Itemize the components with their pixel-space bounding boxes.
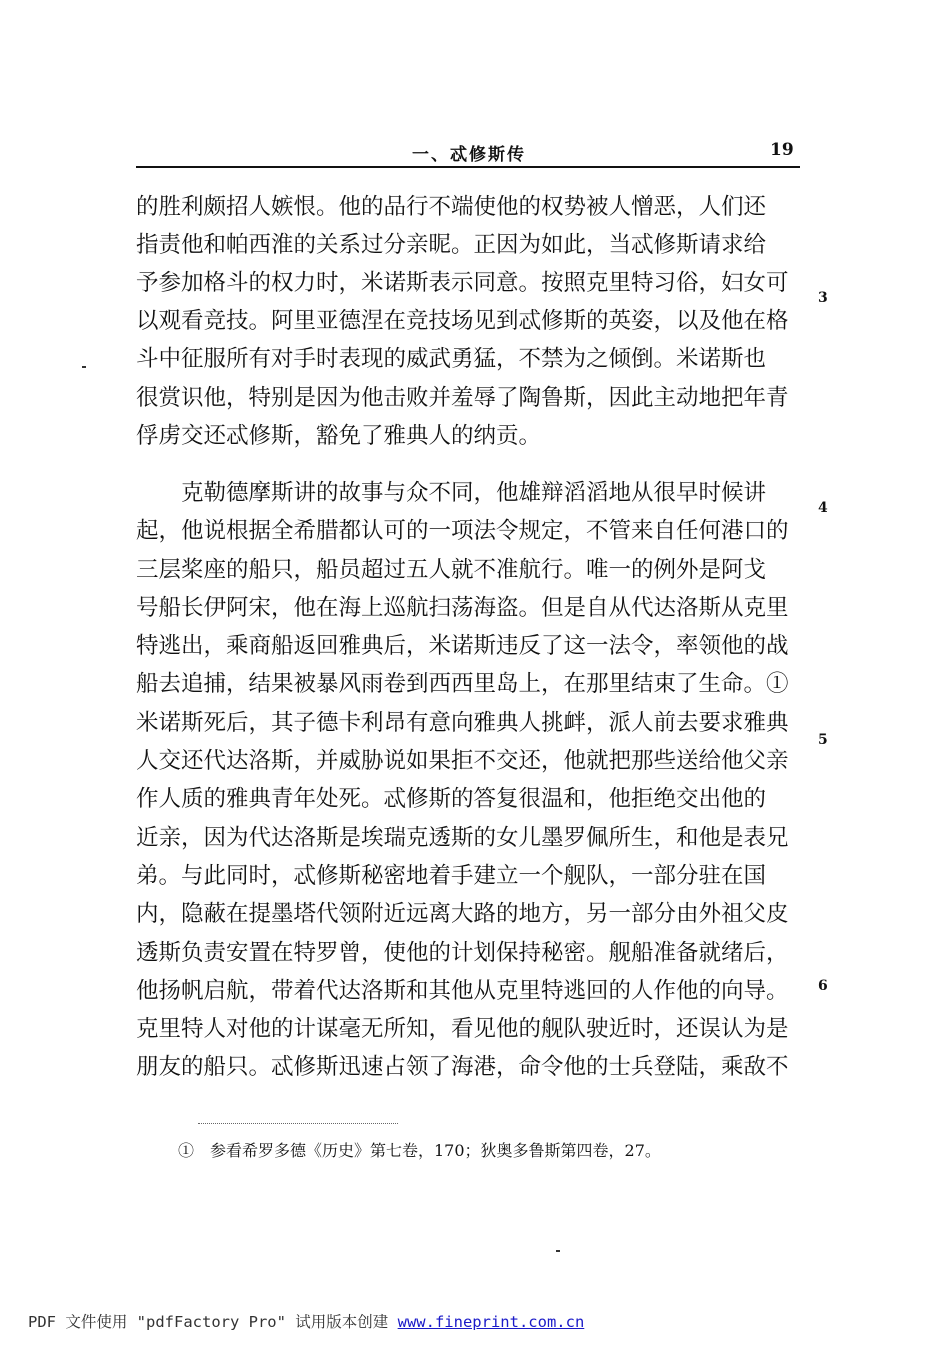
text-line: 特逃出，乘商船返回雅典后，米诺斯违反了这一法令，率领他的战 [136, 633, 789, 659]
scan-speck [82, 366, 86, 368]
running-head-title: 一、忒修斯传 [412, 145, 526, 165]
text-line: 斗中征服所有对手时表现的威武勇猛，不禁为之倾倒。米诺斯也 [136, 346, 767, 372]
text-line: 俘虏交还忒修斯，豁免了雅典人的纳贡。 [136, 423, 542, 449]
margin-number: 3 [818, 290, 828, 306]
scan-speck [556, 1250, 560, 1252]
text-line: 透斯负责安置在特罗曾，使他的计划保持秘密。舰船准备就绪后， [136, 940, 789, 966]
text-line: 他扬帆启航，带着代达洛斯和其他从克里特逃回的人作他的向导。 [136, 978, 789, 1004]
text-line: 船去追捕，结果被暴风雨卷到西西里岛上，在那里结束了生命。① [136, 671, 789, 697]
text-line: 人交还代达洛斯，并威胁说如果拒不交还，他就把那些送给他父亲 [136, 748, 789, 774]
text-line: 以观看竞技。阿里亚德涅在竞技场见到忒修斯的英姿，以及他在格 [136, 308, 789, 334]
text-line: 弟。与此同时，忒修斯秘密地着手建立一个舰队，一部分驻在国 [136, 863, 767, 889]
header-rule [136, 166, 800, 168]
margin-number: 6 [818, 978, 828, 994]
text-line: 指责他和帕西淮的关系过分亲昵。正因为如此，当忒修斯请求给 [136, 232, 767, 258]
text-line: 三层桨座的船只，船员超过五人就不准航行。唯一的例外是阿戈 [136, 557, 767, 583]
pdf-footer-text: PDF 文件使用 "pdfFactory Pro" 试用版本创建 [28, 1313, 398, 1331]
text-line: 克勒德摩斯讲的故事与众不同，他雄辩滔滔地从很早时候讲 [136, 480, 767, 506]
text-line: 予参加格斗的权力时，米诺斯表示同意。按照克里特习俗，妇女可 [136, 270, 789, 296]
margin-number: 5 [818, 732, 828, 748]
text-line: 作人质的雅典青年处死。忒修斯的答复很温和，他拒绝交出他的 [136, 786, 767, 812]
text-line: 号船长伊阿宋，他在海上巡航扫荡海盗。但是自从代达洛斯从克里 [136, 595, 789, 621]
footnote: ① 参看希罗多德《历史》第七卷，170；狄奥多鲁斯第四卷，27。 [178, 1141, 661, 1160]
text-line: 近亲，因为代达洛斯是埃瑞克透斯的女儿墨罗佩所生，和他是表兄 [136, 825, 789, 851]
pdf-watermark-footer [28, 1310, 584, 1332]
text-line: 内，隐蔽在提墨塔代领附近远离大路的地方，另一部分由外祖父皮 [136, 901, 789, 927]
margin-number: 4 [818, 500, 828, 516]
text-line: 很赏识他，特别是因为他击败并羞辱了陶鲁斯，因此主动地把年青 [136, 385, 789, 411]
text-line: 起，他说根据全希腊都认可的一项法令规定，不管来自任何港口的 [136, 518, 789, 544]
pdf-footer-link[interactable]: www.fineprint.com.cn [397, 1313, 585, 1331]
text-line: 朋友的船只。忒修斯迅速占领了海港，命令他的士兵登陆，乘敌不 [136, 1054, 789, 1080]
footnote-rule [198, 1123, 398, 1124]
text-line: 米诺斯死后，其子德卡利昂有意向雅典人挑衅，派人前去要求雅典 [136, 710, 789, 736]
text-line: 的胜利颇招人嫉恨。他的品行不端使他的权势被人憎恶，人们还 [136, 194, 767, 220]
text-line: 克里特人对他的计谋毫无所知，看见他的舰队驶近时，还误认为是 [136, 1016, 789, 1042]
page-number: 19 [770, 140, 794, 160]
